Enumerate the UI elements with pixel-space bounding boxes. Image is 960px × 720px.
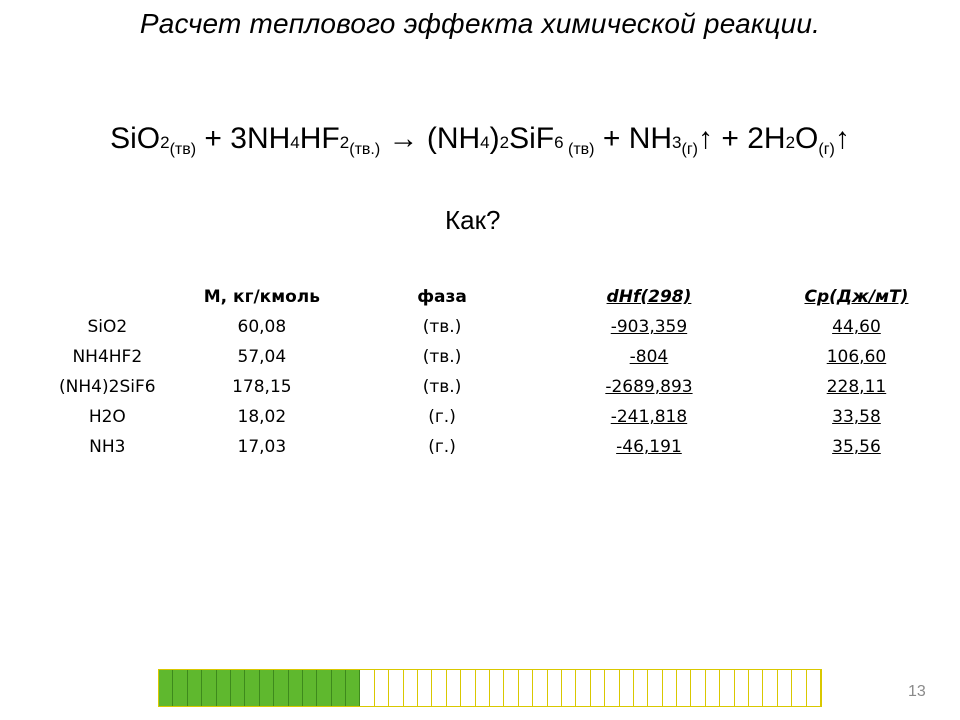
progress-cell: [706, 670, 720, 706]
progress-cell: [691, 670, 705, 706]
progress-cell: [548, 670, 562, 706]
cell-phase: (г.): [428, 437, 456, 457]
progress-cell: [389, 670, 403, 706]
cell-heat-capacity[interactable]: 35,56: [832, 437, 881, 457]
cell-substance: NH4HF2: [72, 347, 143, 367]
progress-cell: [159, 670, 173, 706]
progress-cell: [648, 670, 662, 706]
header-phase: фаза: [417, 287, 467, 307]
progress-cell: [418, 670, 432, 706]
table-row: [30, 342, 960, 372]
header-enthalpy: dHf(298): [606, 287, 692, 307]
cell-substance: H2O: [88, 407, 126, 427]
cell-enthalpy[interactable]: -2689,893: [605, 377, 693, 397]
cell-heat-capacity[interactable]: 44,60: [832, 317, 881, 337]
progress-cell: [461, 670, 475, 706]
progress-cell: [792, 670, 806, 706]
progress-cell: [231, 670, 245, 706]
table-row: [30, 372, 960, 402]
progress-cell: [720, 670, 734, 706]
reaction-equation: $SiO2_{(тв)} + 3NH4HF2_{(тв.)} \to (NH4)2SiF6$ $_{(тв)} + NH3_{(г)}↑$ + $2H2O_{(г)}↑$: [110, 122, 850, 158]
progress-cell: [346, 670, 360, 706]
header-molar-mass: M, кг/кмоль: [203, 287, 320, 307]
progress-cell: [404, 670, 418, 706]
progress-cell: [677, 670, 691, 706]
cell-heat-capacity[interactable]: 33,58: [832, 407, 881, 427]
cell-heat-capacity[interactable]: 228,11: [826, 377, 887, 397]
progress-cell: [173, 670, 187, 706]
table-row: [30, 432, 960, 462]
progress-cell: [375, 670, 389, 706]
progress-cell: [202, 670, 216, 706]
progress-cell: [620, 670, 634, 706]
progress-cell: [303, 670, 317, 706]
progress-cell: [260, 670, 274, 706]
progress-cell: [778, 670, 792, 706]
cell-phase: (тв.): [422, 317, 462, 337]
progress-cell: [591, 670, 605, 706]
cell-molar-mass: 60,08: [237, 317, 287, 337]
cell-heat-capacity[interactable]: 106,60: [826, 347, 887, 367]
cell-phase: (тв.): [422, 377, 462, 397]
table-row: [30, 312, 960, 342]
progress-cell: [562, 670, 576, 706]
cell-phase: (тв.): [422, 347, 462, 367]
progress-cell: [735, 670, 749, 706]
table-row: [30, 402, 960, 432]
table-header-row: [30, 282, 960, 312]
cell-enthalpy[interactable]: -804: [629, 347, 669, 367]
header-substance: [30, 282, 185, 312]
cell-enthalpy[interactable]: -903,359: [610, 317, 688, 337]
thermo-data-table: [30, 282, 960, 462]
cell-substance: (NH4)2SiF6: [59, 377, 156, 397]
progress-bar: [158, 669, 822, 707]
progress-cell: [519, 670, 533, 706]
progress-cell: [432, 670, 446, 706]
progress-cell: [605, 670, 619, 706]
cell-molar-mass: 18,02: [237, 407, 287, 427]
header-heat-capacity: Cp(Дж/мТ): [804, 287, 909, 307]
progress-cell: [289, 670, 303, 706]
cell-substance: NH3: [89, 437, 126, 457]
progress-cell: [188, 670, 202, 706]
progress-cell: [447, 670, 461, 706]
slide-number: 13: [908, 683, 926, 700]
slide-title: Расчет теплового эффекта химической реакции.: [139, 8, 821, 39]
progress-cell: [634, 670, 648, 706]
progress-cell: [807, 670, 821, 706]
question-text: Как?: [445, 205, 501, 235]
progress-cell: [490, 670, 504, 706]
cell-enthalpy[interactable]: -241,818: [610, 407, 688, 427]
progress-cell: [504, 670, 518, 706]
progress-cell: [245, 670, 259, 706]
cell-molar-mass: 57,04: [237, 347, 287, 367]
progress-cell: [476, 670, 490, 706]
cell-substance: SiO2: [87, 317, 128, 337]
progress-cell: [763, 670, 777, 706]
cell-molar-mass: 17,03: [237, 437, 287, 457]
progress-cell: [576, 670, 590, 706]
cell-molar-mass: 178,15: [232, 377, 292, 397]
progress-cell: [533, 670, 547, 706]
progress-cell: [217, 670, 231, 706]
progress-cell: [360, 670, 374, 706]
progress-cell: [663, 670, 677, 706]
progress-cell: [274, 670, 288, 706]
progress-cell: [332, 670, 346, 706]
cell-phase: (г.): [428, 407, 456, 427]
progress-cell: [749, 670, 763, 706]
progress-cell: [317, 670, 331, 706]
cell-enthalpy[interactable]: -46,191: [616, 437, 682, 457]
